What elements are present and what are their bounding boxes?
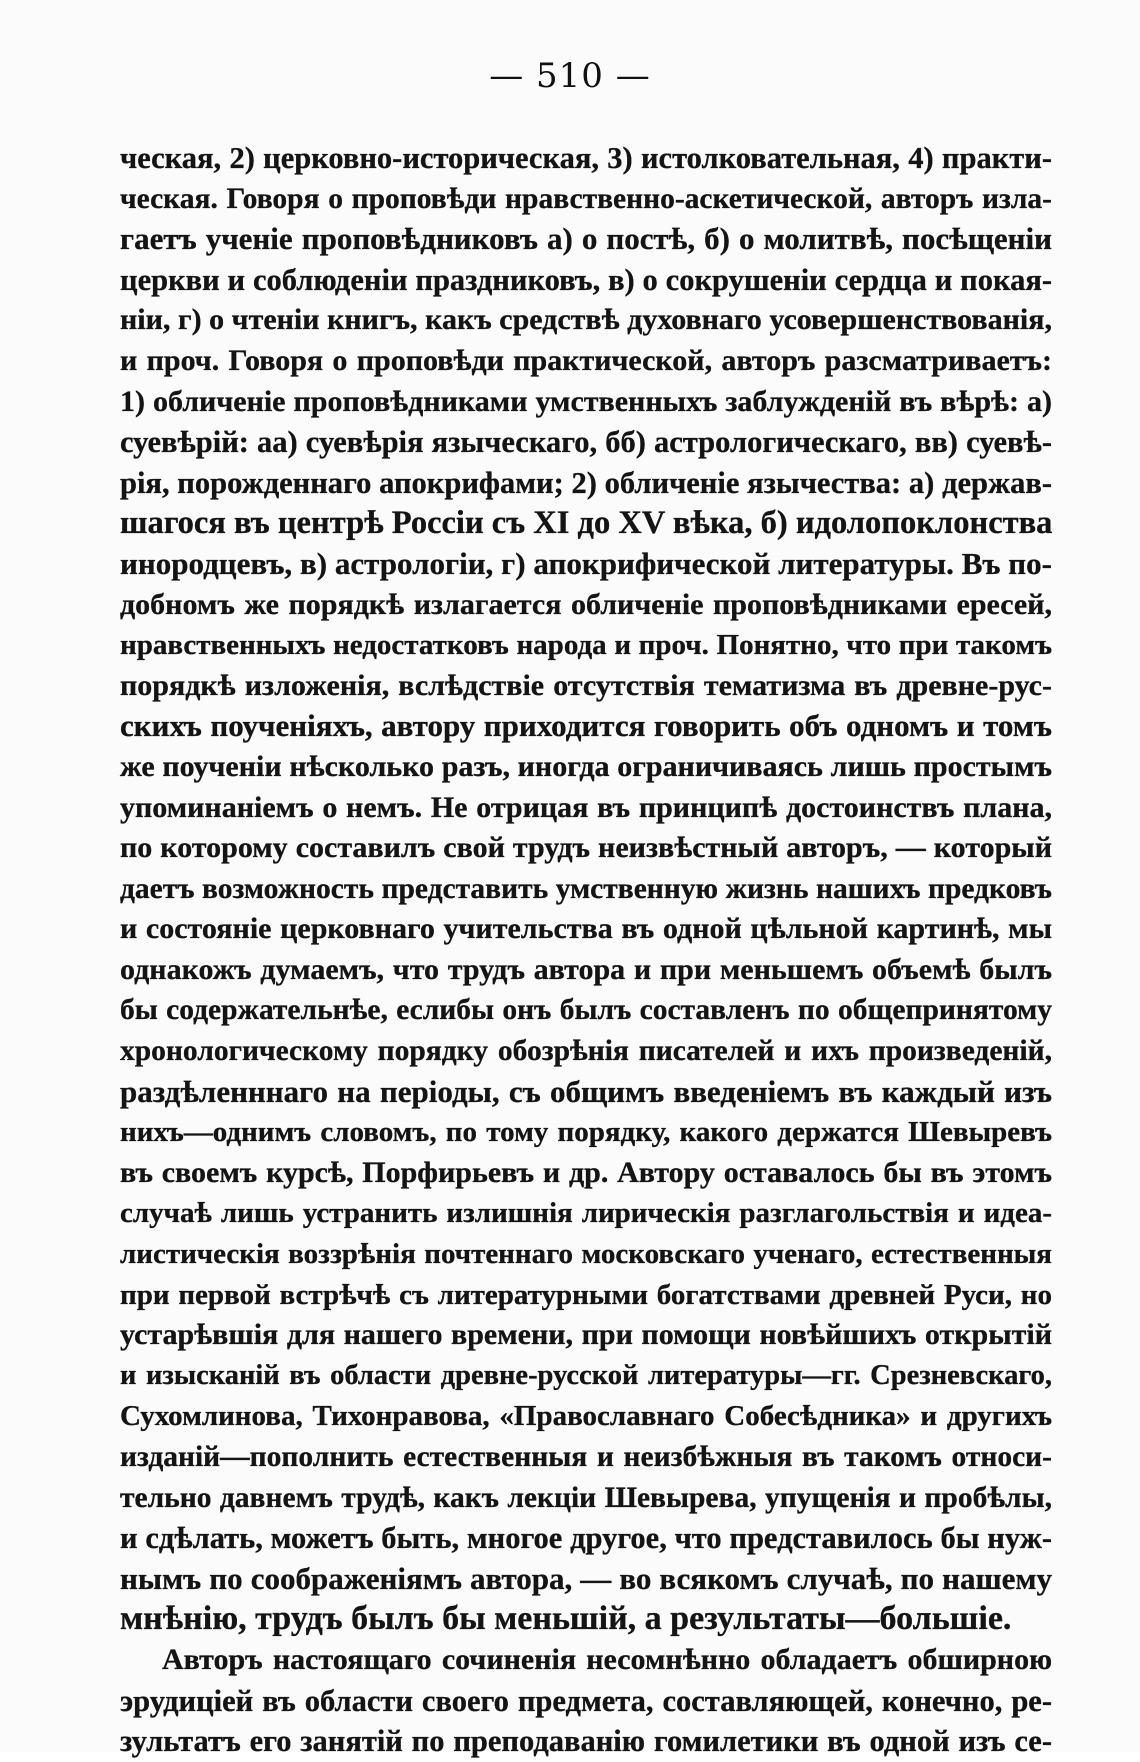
text-line: и сдѣлать, можетъ быть, многое другое, что представилось бы нуж- — [120, 1521, 1052, 1556]
text-line: скихъ поученіяхъ, автору приходится говорить объ одномъ и томъ — [120, 708, 1052, 744]
text-line: даетъ возможность представить умственную жизнь нашихъ предковъ — [120, 872, 1052, 905]
text-line: по которому составилъ свой трудъ неизвѣстный авторъ, — который — [120, 831, 1052, 865]
text-line: и состояніе церковнаго учительства въ одной цѣльной картинѣ, мы — [120, 912, 1052, 946]
text-line: добномъ же порядкѣ излагается обличеніе проповѣдниками ересей, — [120, 587, 1052, 621]
text-line: однакожъ думаемъ, что трудъ автора и при меньшемъ объемѣ былъ — [120, 952, 1052, 986]
text-line: нымъ по соображеніямъ автора, — во всякомъ случаѣ, по нашему — [120, 1560, 1052, 1596]
text-line: ческая. Говоря о проповѣди нравственно-аскетической, авторъ изла- — [120, 182, 1052, 215]
page-number: — 510 — — [489, 56, 651, 96]
text-line: случаѣ лишь устранить излишнія лирическія разглагольствія и идеа- — [120, 1197, 1052, 1230]
text-line: и проч. Говоря о проповѣди практической, авторъ разсматриваетъ: — [120, 343, 1052, 377]
text-line: нихъ—однимъ словомъ, по тому порядку, какого держатся Шевыревъ — [120, 1116, 1052, 1149]
text-line: упоминаніемъ о немъ. Не отрицая въ принципѣ достоинствъ плана, — [120, 790, 1052, 824]
text-line: раздѣленннаго на періоды, съ общимъ введеніемъ въ каждый изъ — [120, 1073, 1052, 1109]
paragraph-last-line: мнѣнію, трудъ былъ бы меньшій, а результаты—большіе. — [120, 1600, 1012, 1638]
text-line: хронологическому порядку обозрѣнія писателей и ихъ произведеній, — [120, 1035, 1052, 1068]
text-line: эрудиціей въ области своего предмета, составляющей, конечно, ре- — [120, 1683, 1052, 1718]
text-line: же поученіи нѣсколько разъ, иногда ограничиваясь лишь простымъ — [120, 749, 1052, 783]
text-line: листическія воззрѣнія почтеннаго московскаго ученаго, естественныя — [120, 1238, 1052, 1271]
text-line: бы содержательнѣе, еслибы онъ былъ составленъ по общепринятому — [120, 994, 1052, 1027]
text-line: и изысканій въ области древне-русской литературы—гг. Срезневскаго, — [120, 1359, 1052, 1391]
text-line: при первой встрѣчѣ съ литературными богатствами древней Руси, но — [120, 1278, 1052, 1311]
text-line: въ своемъ курсѣ, Порфирьевъ и др. Автору оставалось бы въ этомъ — [120, 1155, 1052, 1189]
text-line: рія, порожденнаго апокрифами; 2) обличеніе язычества: а) держав- — [120, 465, 1052, 500]
text-line: шагося въ центрѣ Россіи съ XI до XV вѣка, б) идолопоклонства — [120, 505, 1053, 542]
text-line: ніи, г) о чтеніи книгъ, какъ средствѣ духовнаго усовершенствованія, — [120, 303, 1052, 337]
text-line: устарѣвшія для нашего времени, при помощи новѣйшихъ открытій — [120, 1318, 1052, 1352]
text-line: порядкѣ изложенія, вслѣдствіе отсутствія тематизма въ древне-рус- — [120, 668, 1052, 702]
text-line: тельно давнемъ трудѣ, какъ лекціи Шевырева, упущенія и пробѣлы, — [120, 1481, 1052, 1514]
text-line: ческая, 2) церковно-историческая, 3) истолковательная, 4) практи- — [120, 141, 1052, 175]
paragraph-first-line: Авторъ настоящаго сочиненія несомнѣнно обладаетъ обширною — [162, 1642, 1052, 1676]
text-line: Сухомлинова, Тихонравова, «Православнаго Собесѣдника» и другихъ — [120, 1400, 1052, 1433]
text-line: нравственныхъ недостатковъ народа и проч. Понятно, что при такомъ — [120, 629, 1052, 662]
text-line: 1) обличеніе проповѣдниками умственныхъ заблужденій въ вѣрѣ: а) — [120, 384, 1052, 418]
text-line: гаетъ ученіе проповѣдниковъ а) о постѣ, б) о молитвѣ, посѣщеніи — [120, 221, 1052, 257]
text-line: зультатъ его занятій по преподаванію гомилетики въ одной изъ се- — [120, 1724, 1052, 1759]
text-line: суевѣрій: аа) суевѣрія языческаго, бб) астрологическаго, вв) суевѣ- — [120, 425, 1052, 460]
text-line: инородцевъ, в) астрологіи, г) апокрифической литературы. Въ по- — [120, 545, 1052, 581]
text-line: изданій—пополнить естественныя и неизбѣжныя въ такомъ относи- — [120, 1441, 1052, 1473]
body-text — [120, 138, 1052, 1762]
text-line: церкви и соблюденіи праздниковъ, в) о сокрушеніи сердца и покая- — [120, 262, 1052, 297]
